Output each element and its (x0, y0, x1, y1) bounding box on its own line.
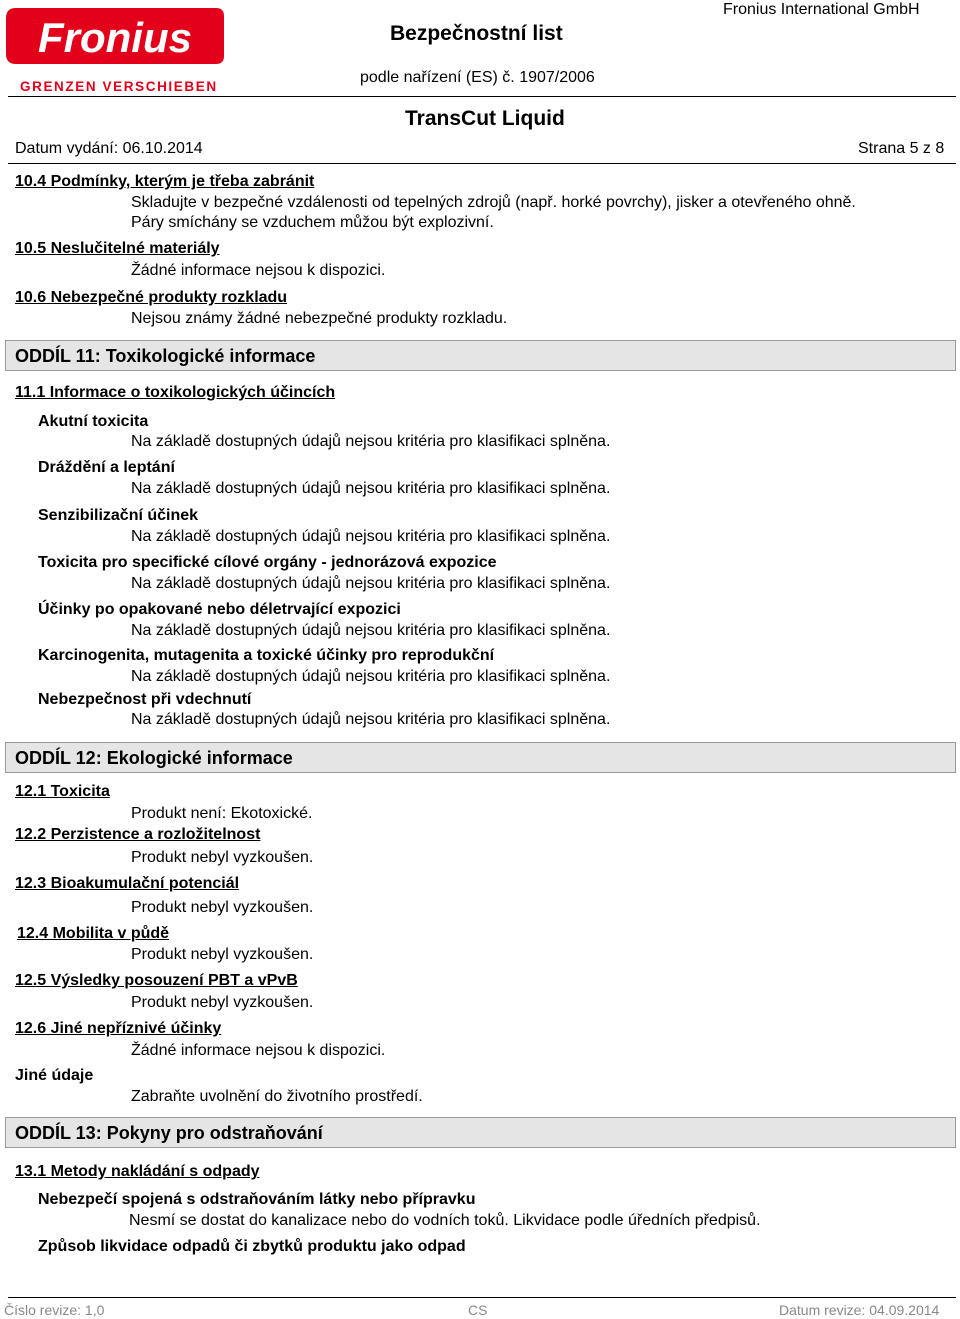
subsection-12-1-heading: 12.1 Toxicita (15, 783, 110, 800)
subsection-12-1-text: Produkt není: Ekotoxické. (131, 805, 313, 822)
tox-item-label: Účinky po opakované nebo déletrvající expozici (38, 601, 401, 618)
section-12-title: ODDÍL 12: Ekologické informace (15, 748, 293, 768)
subsection-10-5-text: Žádné informace nejsou k dispozici. (131, 262, 386, 279)
subsection-10-6-text: Nejsou známy žádné nebezpečné produkty rozkladu. (131, 310, 508, 327)
tox-item-label: Nebezpečnost při vdechnutí (38, 691, 252, 708)
tox-item-text: Na základě dostupných údajů nejsou kritéria pro klasifikaci splněna. (131, 711, 611, 728)
section-11-title: ODDÍL 11: Toxikologické informace (15, 346, 316, 366)
company-name: Fronius International GmbH (723, 1, 920, 18)
page-number: Strana 5 z 8 (858, 140, 945, 157)
section-11-header (5, 340, 956, 371)
tox-item-text: Na základě dostupných údajů nejsou kritéria pro klasifikaci splněna. (131, 433, 611, 450)
section-13-header (5, 1117, 956, 1148)
tox-item-text: Na základě dostupných údajů nejsou kritéria pro klasifikaci splněna. (131, 480, 611, 497)
product-name: TransCut Liquid (405, 107, 565, 130)
subsection-12-3-text: Produkt nebyl vyzkoušen. (131, 899, 314, 916)
revision-date: Datum revize: 04.09.2014 (779, 1302, 940, 1318)
language-code: CS (468, 1302, 488, 1318)
waste-disposal-label: Způsob likvidace odpadů či zbytků produktu jako odpad (38, 1238, 466, 1255)
subsection-12-6-heading: 12.6 Jiné nepříznivé účinky (15, 1020, 222, 1037)
subsection-12-6-text: Žádné informace nejsou k dispozici. (131, 1042, 386, 1059)
logo-slogan: GRENZEN VERSCHIEBEN (20, 79, 218, 94)
logo-wordmark: Fronius (38, 14, 192, 61)
section-13-title: ODDÍL 13: Pokyny pro odstraňování (15, 1123, 323, 1143)
subsection-12-4-text: Produkt nebyl vyzkoušen. (131, 946, 314, 963)
regulation-ref: podle nařízení (ES) č. 1907/2006 (360, 69, 595, 86)
subsection-10-4-heading: 10.4 Podmínky, kterým je třeba zabránit (15, 173, 315, 190)
waste-hazard-label: Nebezpečí spojená s odstraňováním látky nebo přípravku (38, 1191, 476, 1208)
tox-item-label: Senzibilizační účinek (38, 507, 199, 524)
revision-number: Číslo revize: 1,0 (4, 1302, 105, 1318)
subsection-10-5-heading: 10.5 Neslučitelné materiály (15, 240, 220, 257)
fronius-logo (2, 4, 227, 94)
subsection-10-6-heading: 10.6 Nebezpečné produkty rozkladu (15, 289, 288, 306)
tox-item-label: Karcinogenita, mutagenita a toxické účinky pro reprodukční (38, 647, 495, 664)
tox-item-label: Toxicita pro specifické cílové orgány - jednorázová expozice (38, 554, 497, 571)
tox-item-text: Na základě dostupných údajů nejsou kritéria pro klasifikaci splněna. (131, 528, 611, 545)
tox-item-text: Na základě dostupných údajů nejsou kritéria pro klasifikaci splněna. (131, 622, 611, 639)
subsection-12-5-text: Produkt nebyl vyzkoušen. (131, 994, 314, 1011)
subsection-13-1-heading: 13.1 Metody nakládání s odpady (15, 1163, 260, 1180)
header-divider (8, 96, 956, 97)
section-12-header (5, 742, 956, 773)
subsection-12-2-heading: 12.2 Perzistence a rozložitelnost (15, 826, 261, 843)
issue-date: Datum vydání: 06.10.2014 (15, 140, 203, 157)
subsection-10-4-text-2: Páry smíchány se vzduchem můžou být explozivní. (131, 214, 494, 231)
tox-item-label: Dráždění a leptání (38, 459, 175, 476)
footer-divider (8, 1297, 956, 1298)
subsection-12-4-heading: 12.4 Mobilita v půdě (17, 925, 170, 942)
tox-item-label: Akutní toxicita (38, 413, 149, 430)
other-info-text: Zabraňte uvolnění do životního prostředí. (131, 1088, 423, 1105)
other-info-label: Jiné údaje (15, 1067, 94, 1084)
subsection-12-3-heading: 12.3 Bioakumulační potenciál (15, 875, 240, 892)
subsection-12-2-text: Produkt nebyl vyzkoušen. (131, 849, 314, 866)
subsection-12-5-heading: 12.5 Výsledky posouzení PBT a vPvB (15, 972, 298, 989)
waste-hazard-text: Nesmí se dostat do kanalizace nebo do vodních toků. Likvidace podle úředních předpisů. (129, 1212, 761, 1229)
tox-item-text: Na základě dostupných údajů nejsou kritéria pro klasifikaci splněna. (131, 668, 611, 685)
subsection-11-1-heading: 11.1 Informace o toxikologických účincích (15, 384, 336, 401)
tox-item-text: Na základě dostupných údajů nejsou kritéria pro klasifikaci splněna. (131, 575, 611, 592)
header-divider-bottom (8, 163, 956, 164)
document-title: Bezpečnostní list (390, 22, 563, 45)
subsection-10-4-text-1: Skladujte v bezpečné vzdálenosti od tepelných zdrojů (např. horké povrchy), jisker a otevřeného ohně. (131, 194, 856, 211)
